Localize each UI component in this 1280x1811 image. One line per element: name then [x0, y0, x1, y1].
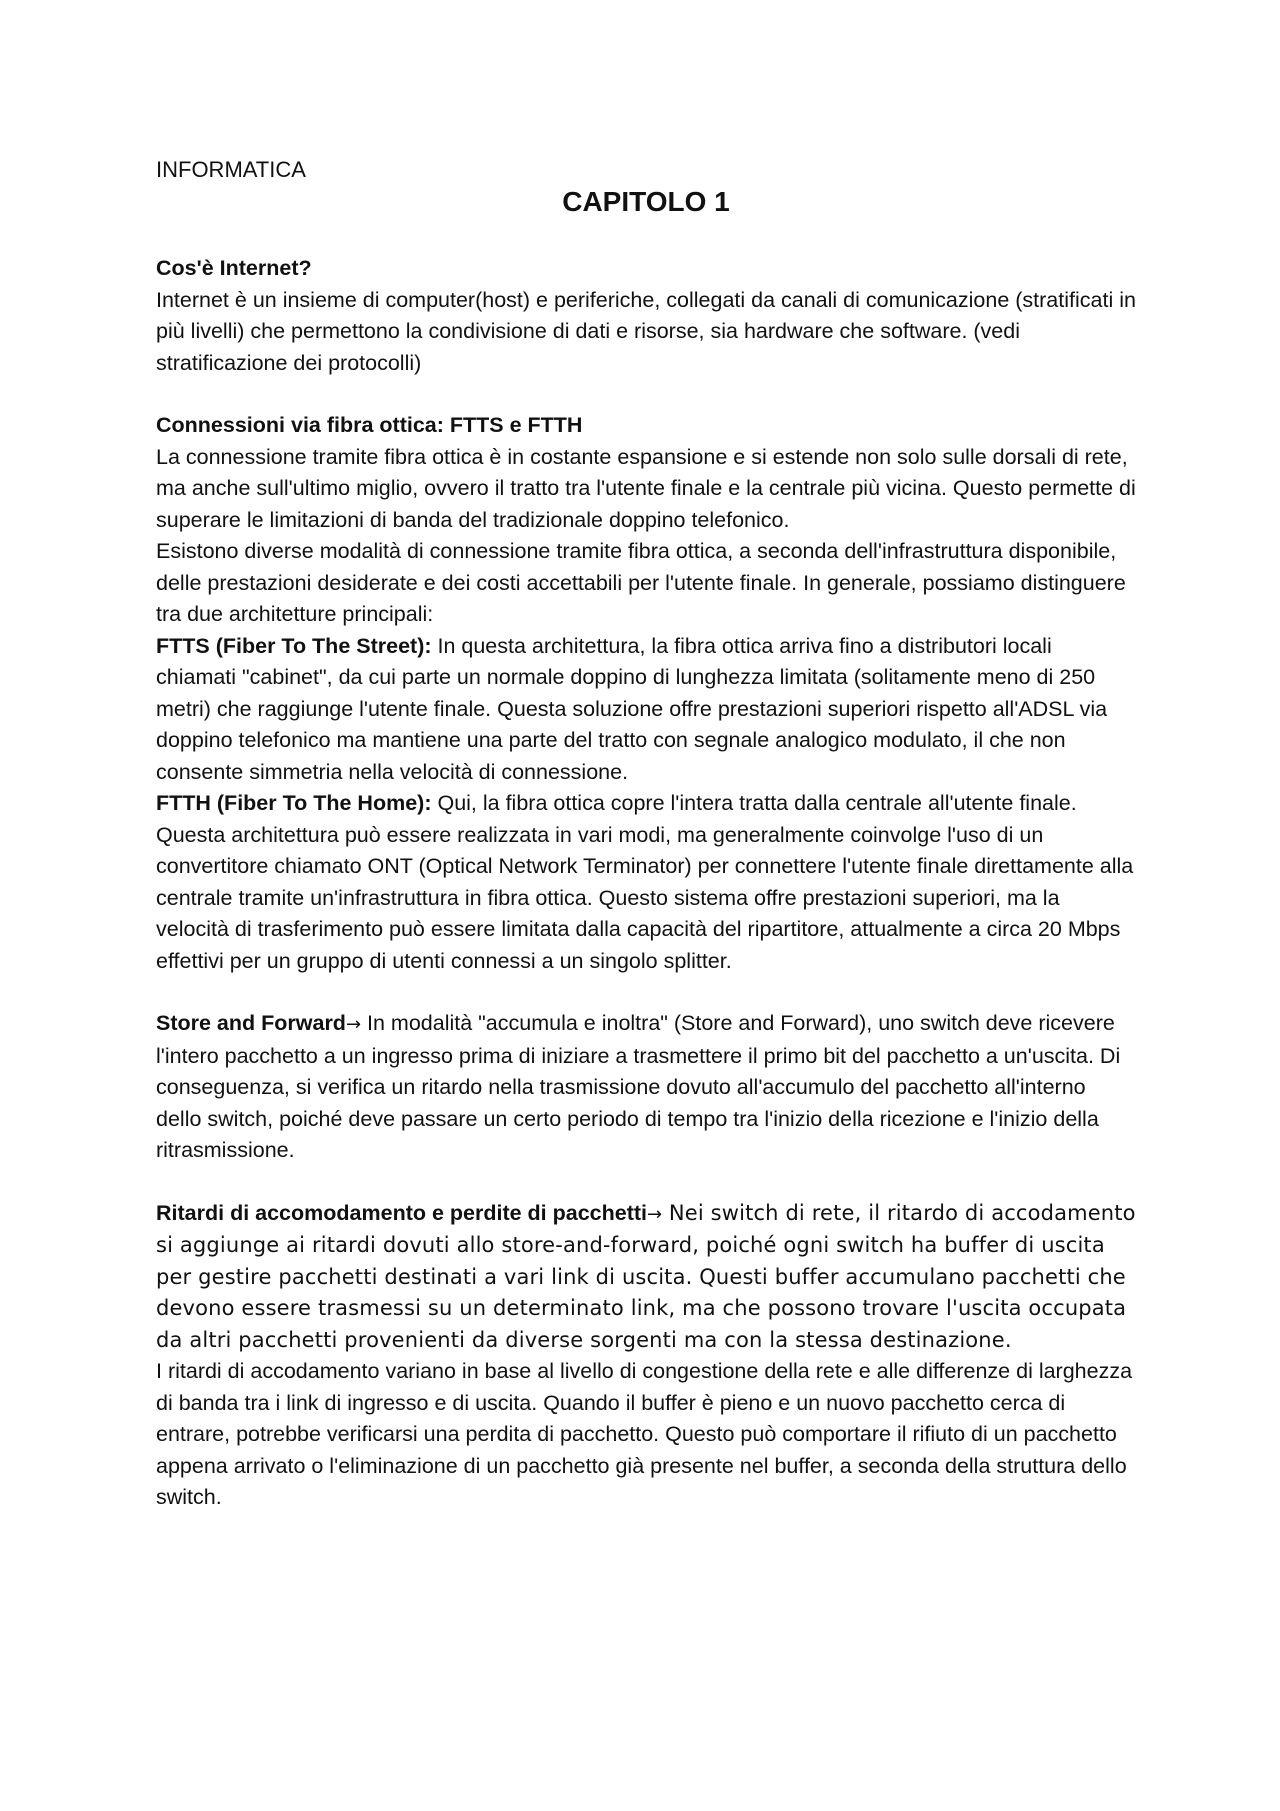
arrow-right-icon: → [345, 1014, 362, 1035]
ftth-label: FTTH (Fiber To The Home): [156, 791, 432, 815]
paragraph-store-forward [156, 1008, 1136, 1167]
section-store-forward [156, 1008, 1136, 1167]
ftts-text: In questa architettura, la fibra ottica arriva fino a distributori locali chiamati "cabinet", da cui parte un normale doppino di lunghezza limitata (solitamente meno di 250 metri) che raggiunge l'utente finale. Questa soluzione offre prestazioni superiori rispetto all'ADSL via doppino telefonico ma mantiene una parte del tratto con segnale analogico modulato, il che non consente simmetria nella velocità di connessione. [156, 633, 1108, 784]
paragraph-ritardi-1 [156, 1198, 1136, 1357]
paragraph-fibra-1: La connessione tramite fibra ottica è in costante espansione e si estende non solo sulle dorsali di rete, ma anche sull'ultimo miglio, ovvero il tratto tra l'utente finale e la centrale più vicina. Questo permette di superare le limitazioni di banda del tradizionale doppino telefonico. [156, 444, 1136, 532]
ftts-label: FTTS (Fiber To The Street): [156, 633, 432, 658]
section-heading-fibra: Connessioni via fibra ottica: FTTS e FTTH [156, 413, 583, 437]
arrow-right-icon: → [647, 1203, 663, 1225]
spacer [156, 977, 1136, 1008]
document-page [156, 150, 1136, 1514]
paragraph-ftth [156, 788, 1136, 977]
store-forward-text: In modalità "accumula e inoltra" (Store and Forward), uno switch deve ricevere l'intero pacchetto a un ingresso prima di iniziare a trasmettere il primo bit del pacchetto a un'uscita. Di conseguenza, si verifica un ritardo nella trasmissione dovuto all'accumulo del pacchetto all'interno dello switch, poiché deve passare un certo periodo di tempo tra l'inizio della ricezione e l'inizio della ritrasmissione. [156, 1011, 1121, 1162]
paragraph-fibra-2: Esistono diverse modalità di connessione tramite fibra ottica, a seconda dell'infrastruttura disponibile, delle prestazioni desiderate e dei costi accettabili per l'utente finale. In generale, possiamo distinguere tra due architetture principali: [156, 539, 1126, 626]
section-internet [156, 253, 1136, 379]
paragraph-ftts [156, 631, 1136, 789]
section-ritardi [156, 1198, 1136, 1514]
ritardi-label: Ritardi di accomodamento e perdite di pacchetti [156, 1200, 648, 1225]
chapter-title: CAPITOLO 1 [562, 186, 730, 217]
store-forward-label: Store and Forward [156, 1011, 346, 1035]
section-heading-internet: Cos'è Internet? [156, 256, 312, 280]
subject-header: INFORMATICA [156, 157, 306, 182]
ritardi-text: Nei switch di rete, il ritardo di accodamento si aggiunge ai ritardi dovuti allo store-and-forward, poiché ogni switch ha buffer di uscita per gestire pacchetti destinati a vari link di uscita. Questi buffer accumulano pacchetti che devono essere trasmessi su un determinato link, ma che possono trovare l'uscita occupata da altri pacchetti provenienti da diverse sorgenti ma con la stessa destinazione. [156, 1200, 1136, 1352]
section-fibra-ottica [156, 410, 1136, 977]
spacer [156, 1167, 1136, 1198]
spacer [156, 222, 1136, 253]
spacer [156, 379, 1136, 410]
ftth-text: Qui, la fibra ottica copre l'intera tratta dalla centrale all'utente finale. Questa architettura può essere realizzata in vari modi, ma generalmente coinvolge l'uso di un convertitore chiamato ONT (Optical Network Terminator) per connettere l'utente finale direttamente alla centrale tramite un'infrastruttura in fibra ottica. Questo sistema offre prestazioni superiori, ma la velocità di trasferimento può essere limitata dalla capacità del ripartitore, attualmente a circa 20 Mbps effettivi per un gruppo di utenti connessi a un singolo splitter. [156, 791, 1134, 973]
paragraph-ritardi-2: I ritardi di accodamento variano in base al livello di congestione della rete e alle differenze di larghezza di banda tra i link di ingresso e di uscita. Quando il buffer è pieno e un nuovo pacchetto cerca di entrare, potrebbe verificarsi una perdita di pacchetto. Questo può comportare il rifiuto di un pacchetto appena arrivato o l'eliminazione di un pacchetto già presente nel buffer, a seconda della struttura dello switch. [156, 1359, 1133, 1509]
paragraph-internet: Internet è un insieme di computer(host) e periferiche, collegati da canali di comunicazione (stratificati in più livelli) che permettono la condivisione di dati e risorse, sia hardware che software. (vedi stratificazione dei protocolli) [156, 287, 1136, 375]
